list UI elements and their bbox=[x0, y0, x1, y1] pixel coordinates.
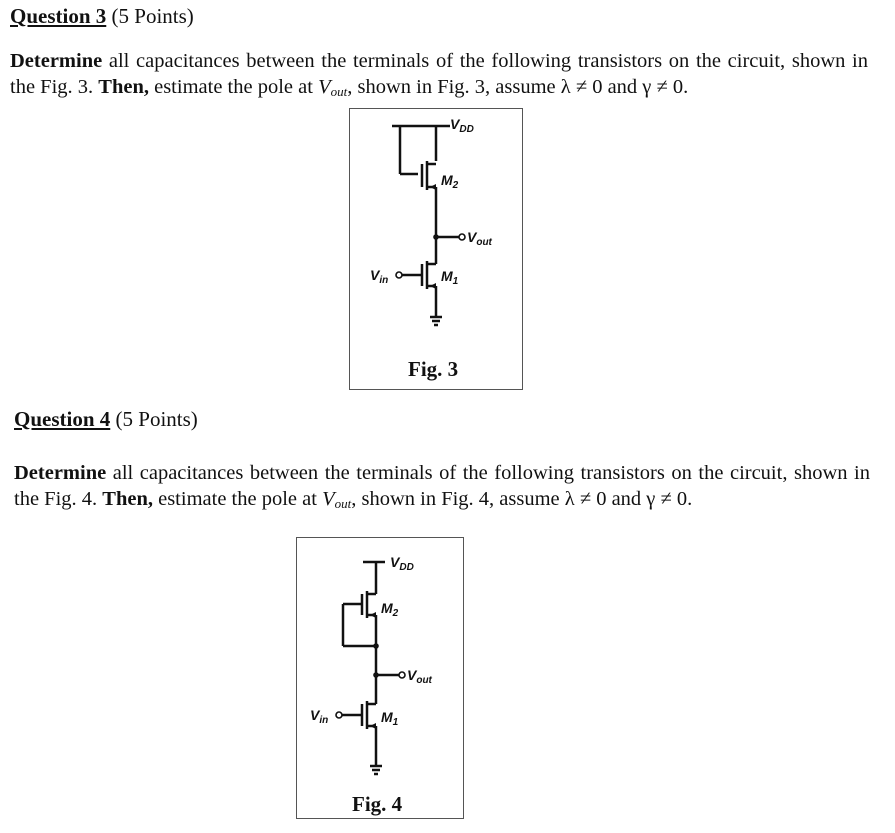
question-4-text-part3: , shown in Fig. 4, assume λ ≠ 0 and γ ≠ 0. bbox=[351, 488, 693, 510]
question-4-title: Question 4 bbox=[14, 407, 111, 431]
figure-4-box bbox=[296, 537, 464, 819]
vin-terminal-icon bbox=[396, 272, 402, 278]
question-4-heading bbox=[14, 407, 198, 432]
fig3-m1-label: $M_1$ bbox=[441, 268, 459, 287]
question-4-bold-then: Then, bbox=[102, 488, 153, 510]
gate-node-dot bbox=[373, 643, 379, 649]
question-3-vout-symbol: $V_{out}$ bbox=[318, 76, 348, 99]
question-4-text bbox=[14, 460, 870, 517]
m1-arrow-icon bbox=[430, 283, 436, 289]
question-3-title: Question 3 bbox=[10, 4, 107, 28]
figure-3-caption: Fig. 3 bbox=[408, 357, 459, 381]
m2-arrow-icon bbox=[370, 612, 376, 618]
vout-terminal-icon bbox=[399, 672, 405, 678]
output-node-dot bbox=[433, 234, 439, 240]
fig3-vin-label: $V_{in}$ bbox=[370, 267, 389, 286]
figure-3-box bbox=[349, 108, 523, 390]
question-4-points: (5 Points) bbox=[115, 407, 198, 431]
fig4-vin-label: $V_{in}$ bbox=[310, 707, 329, 726]
question-3-bold-lead: Determine bbox=[10, 50, 103, 72]
question-4-text-part1: all capacitances between the terminals of the following transistors on the circuit, shown in the Fig. 4. bbox=[14, 462, 870, 510]
question-3-text-part2: estimate the pole at bbox=[148, 76, 319, 98]
question-4-vout-symbol: $V_{out}$ bbox=[322, 488, 352, 511]
question-3-heading bbox=[10, 4, 194, 29]
fig3-vdd-label: $V_{DD}$ bbox=[450, 116, 474, 135]
question-3-text-part3: , shown in Fig. 3, assume λ ≠ 0 and γ ≠ 0. bbox=[347, 76, 689, 98]
question-3-bold-then: Then, bbox=[98, 76, 149, 98]
fig3-vout-label: $V_{out}$ bbox=[467, 229, 492, 248]
fig4-m1-label: $M_1$ bbox=[381, 709, 399, 728]
question-4-bold-lead: Determine bbox=[14, 462, 107, 484]
fig4-m2-label: $M_2$ bbox=[381, 600, 399, 619]
vin-terminal-icon bbox=[336, 712, 342, 718]
figure-4-caption: Fig. 4 bbox=[352, 792, 403, 816]
question-3-text bbox=[10, 48, 868, 105]
question-3-text-part1: all capacitances between the terminals of the following transistors on the circuit, shown in the Fig. 3. bbox=[10, 50, 868, 98]
fig4-vdd-label: $V_{DD}$ bbox=[390, 554, 414, 573]
question-3-points: (5 Points) bbox=[111, 4, 194, 28]
output-node-dot bbox=[373, 672, 379, 678]
m2-arrow-icon bbox=[430, 184, 436, 190]
fig4-vout-label: $V_{out}$ bbox=[407, 667, 432, 686]
fig3-m2-label: $M_2$ bbox=[441, 172, 459, 191]
question-4-text-part2: estimate the pole at bbox=[152, 488, 323, 510]
figure-3-circuit bbox=[350, 109, 522, 389]
figure-4-circuit bbox=[297, 538, 463, 818]
m1-arrow-icon bbox=[370, 723, 376, 729]
vout-terminal-icon bbox=[459, 234, 465, 240]
